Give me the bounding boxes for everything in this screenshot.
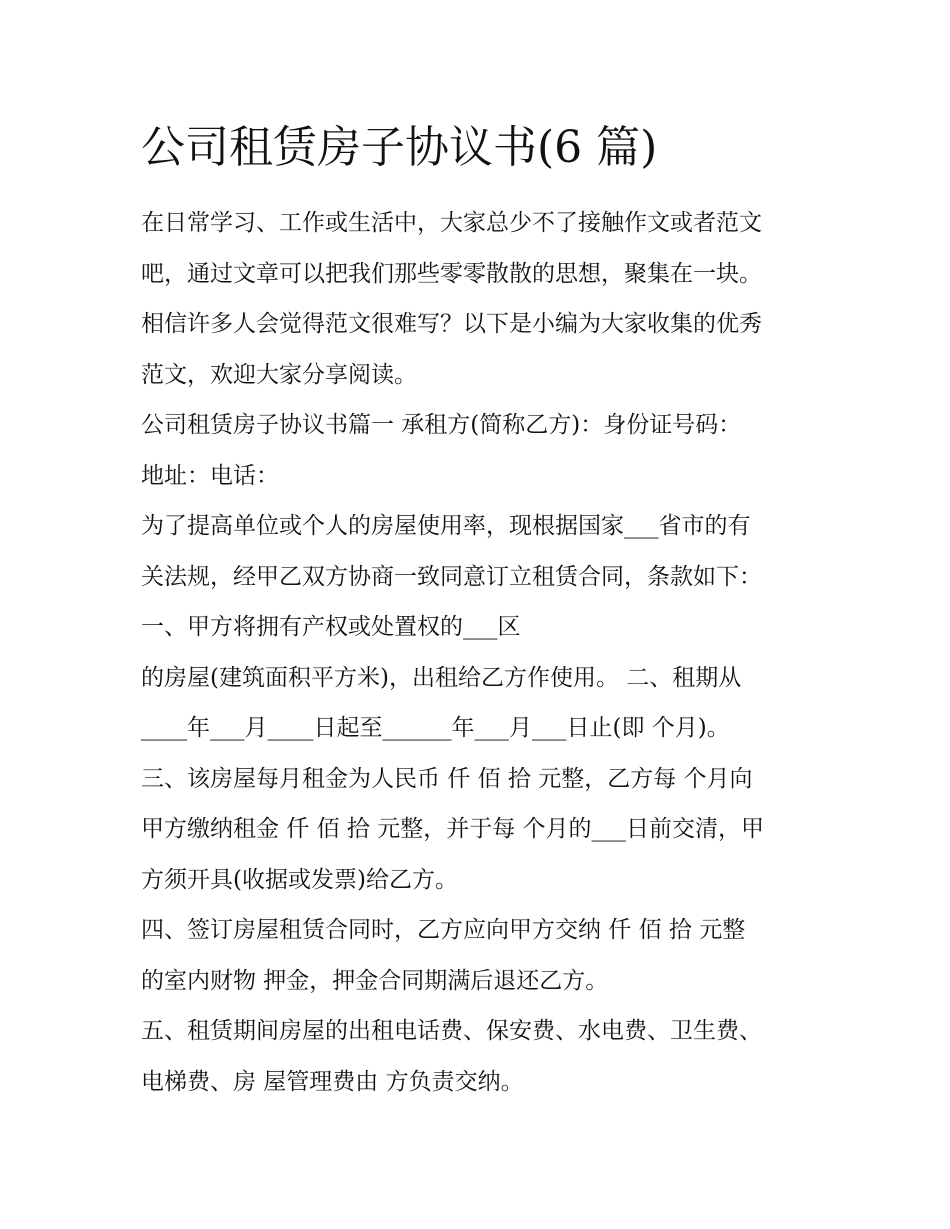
text-line: 五、租赁期间房屋的出租电话费、保安费、水电费、卫生费、 <box>141 1018 762 1044</box>
text-line: 相信许多人会觉得范文很难写？以下是小编为大家收集的优秀 <box>141 311 762 337</box>
text-line: 关法规，经甲乙双方协商一致同意订立租赁合同，条款如下： <box>141 563 762 590</box>
text-line: 三、该房屋每月租金为人民币 仟 佰 拾 元整，乙方每 个月向 <box>141 765 753 792</box>
text-line: ____年___月____日起至______年___月___日止(即 个月)。 <box>141 715 730 741</box>
document-title: 公司租赁房子协议书(6 篇) <box>141 122 658 173</box>
text-line: 在日常学习、工作或生活中，大家总少不了接触作文或者范文 <box>141 210 762 236</box>
document-body <box>141 198 821 1107</box>
text-line: 甲方缴纳租金 仟 佰 拾 元整，并于每 个月的___日前交清，甲 <box>141 816 765 842</box>
text-line: 吧，通过文章可以把我们那些零零散散的思想，聚集在一块。 <box>141 260 762 287</box>
text-line: 为了提高单位或个人的房屋使用率，现根据国家___省市的有 <box>141 513 751 539</box>
text-line: 一、甲方将拥有产权或处置权的___区 <box>141 614 521 640</box>
text-line: 地址：电话： <box>141 462 279 489</box>
text-line: 方须开具(收据或发票)给乙方。 <box>141 866 458 893</box>
text-line: 范文，欢迎大家分享阅读。 <box>141 361 417 388</box>
text-line: 四、签订房屋租赁合同时，乙方应向甲方交纳 仟 佰 拾 元整 <box>141 917 746 943</box>
document-page <box>141 118 821 1107</box>
text-line: 的室内财物 押金，押金合同期满后退还乙方。 <box>141 967 609 994</box>
text-line: 公司租赁房子协议书篇一 承租方(简称乙方)：身份证号码： <box>141 412 742 438</box>
text-line: 的房屋(建筑面积平方米)，出租给乙方作使用。 二、租期从 <box>141 664 742 691</box>
text-line: 电梯费、房 屋管理费由 方负责交纳。 <box>141 1068 524 1095</box>
